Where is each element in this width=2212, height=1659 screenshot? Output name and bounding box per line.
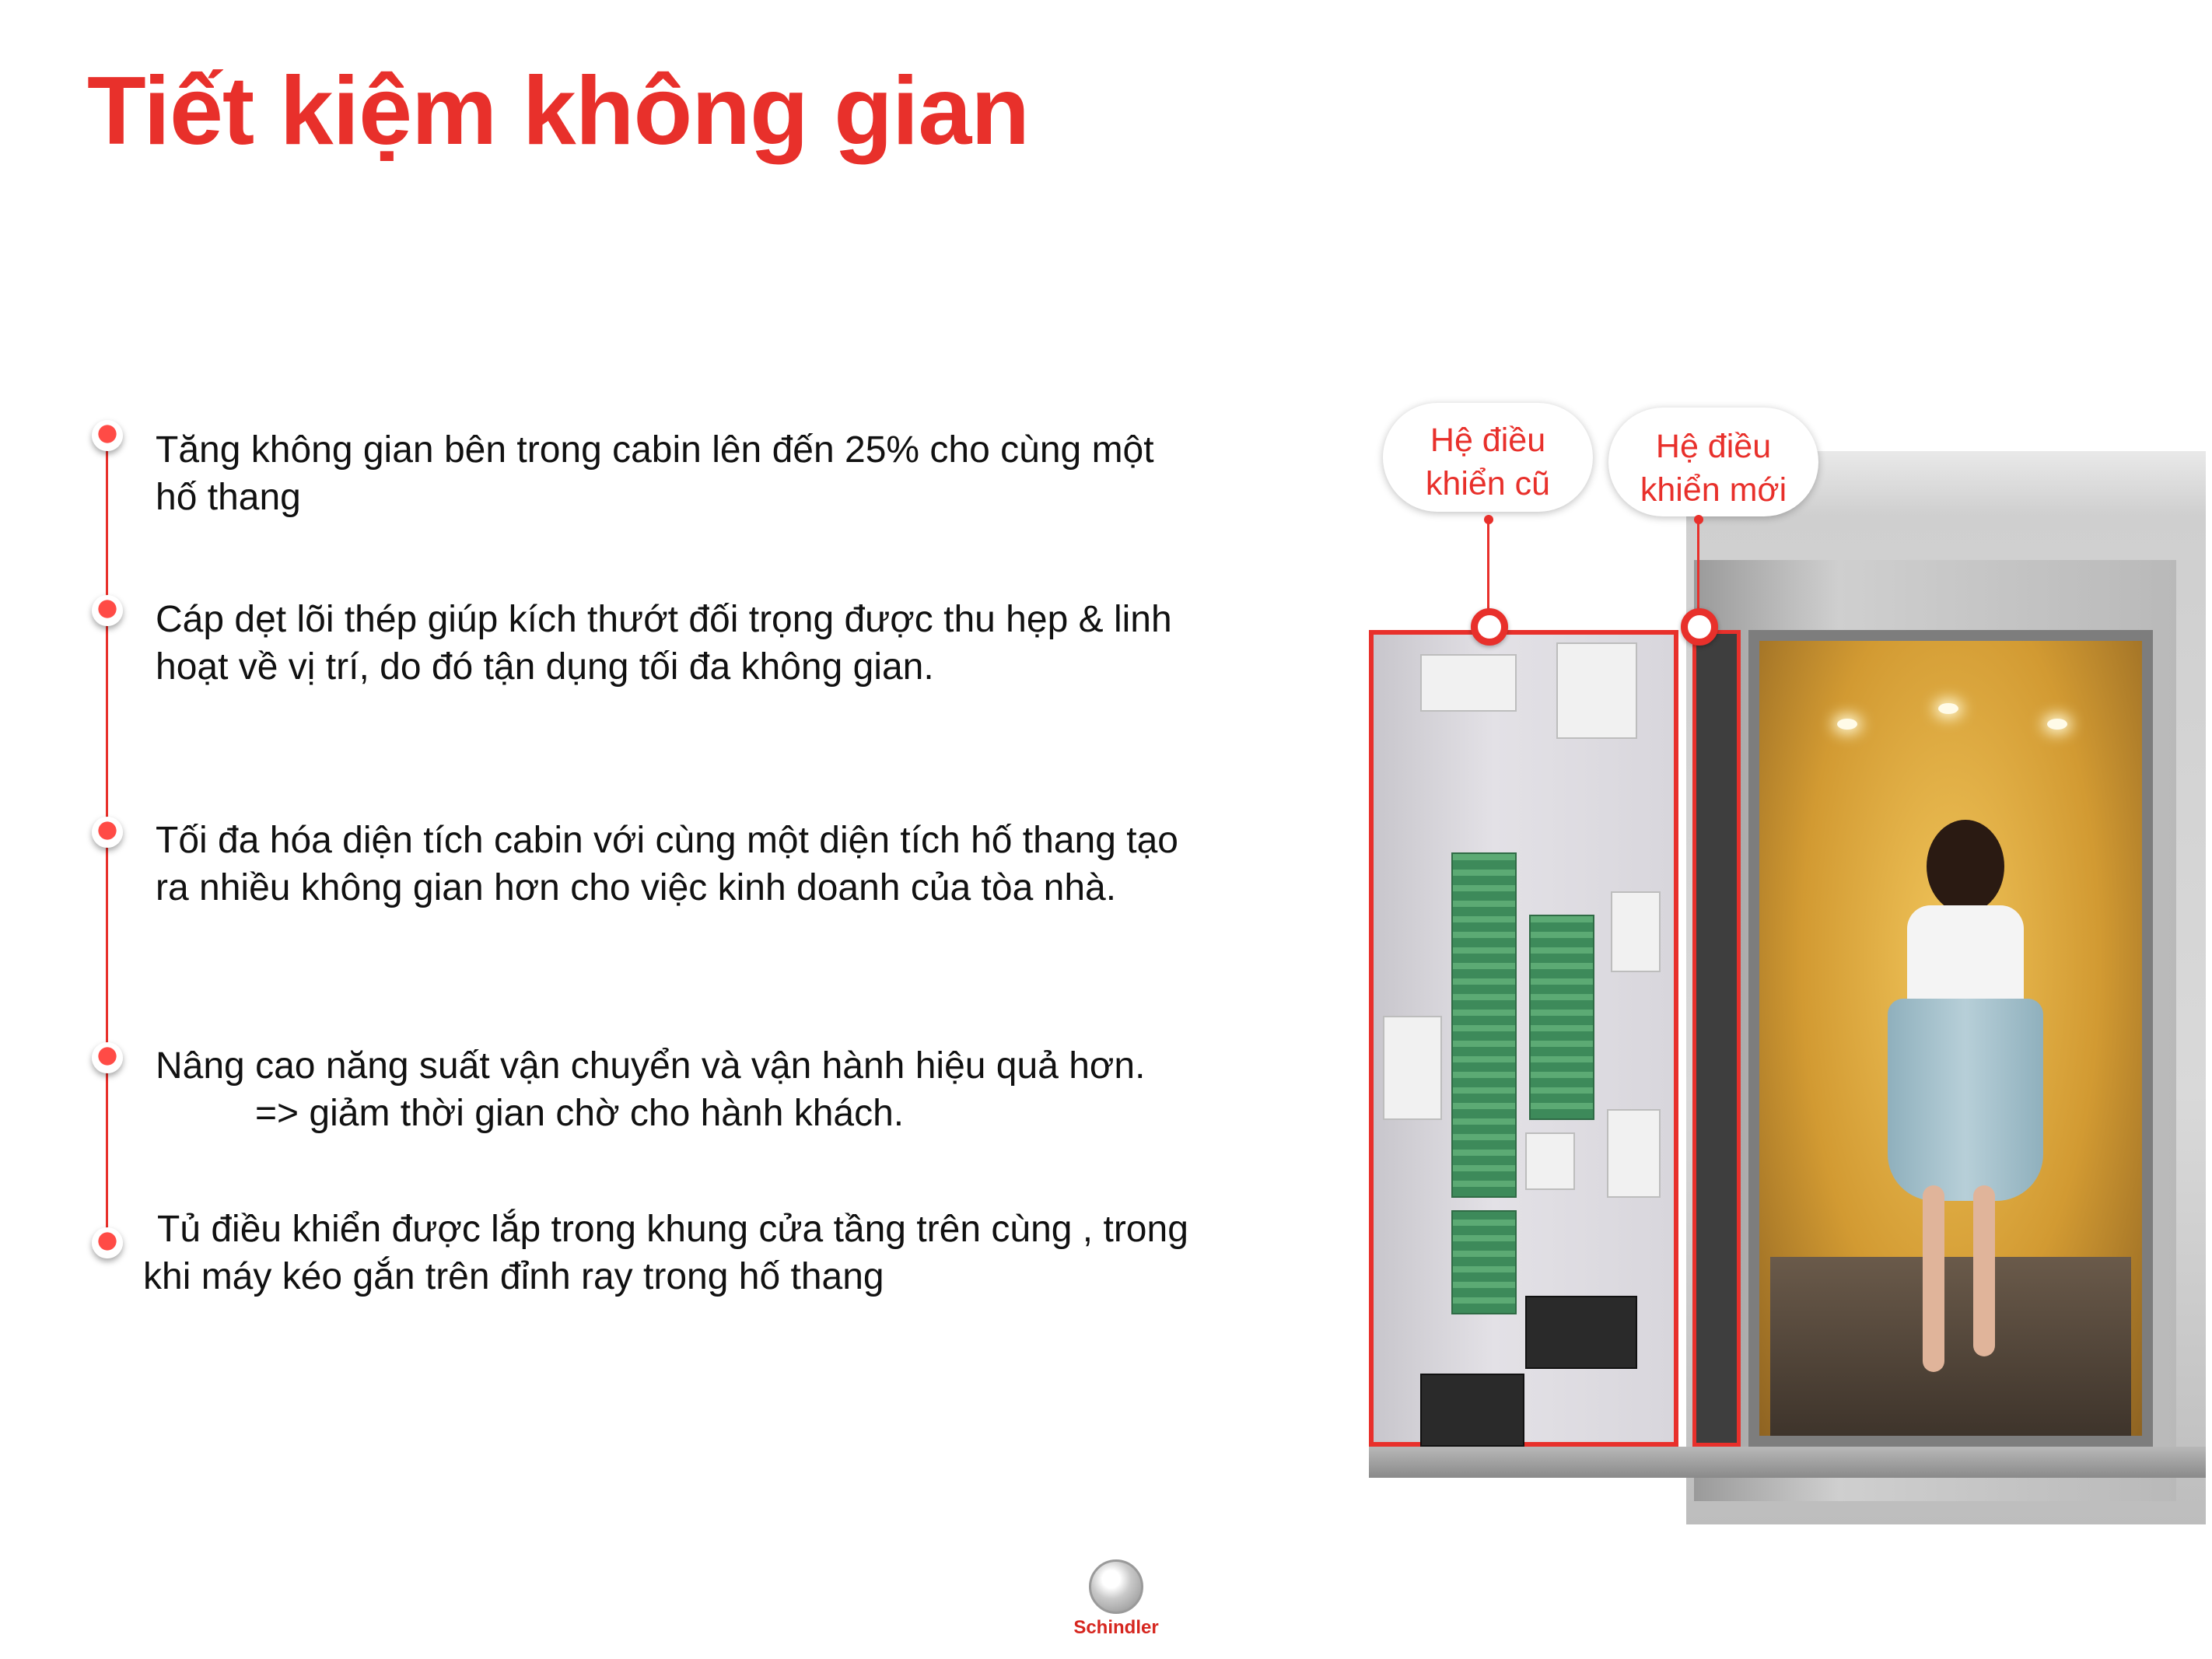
bullet-dot-4 (92, 1042, 123, 1073)
circuit-board (1529, 915, 1594, 1120)
callout-new-line1: Hệ điều (1655, 428, 1772, 465)
bullet-dot-2 (92, 595, 123, 626)
slide-title: Tiết kiệm không gian (87, 58, 1030, 165)
battery (1525, 1296, 1637, 1369)
bullet-4 (156, 1042, 1145, 1137)
callout-old-line2: khiển cũ (1425, 465, 1551, 502)
bullet-2-line2: hoạt về vị trí, do đó tận dụng tối đa không gian. (156, 646, 934, 688)
callout-old-controller (1383, 403, 1593, 512)
bullet-dot-5 (92, 1227, 123, 1258)
ceiling-light (1837, 719, 1857, 730)
callout-new-marker (1681, 608, 1718, 646)
circuit-board (1451, 852, 1517, 1198)
brand-name: Schindler (1073, 1617, 1159, 1638)
bullet-3-line2: ra nhiều không gian hơn cho việc kinh doanh của tòa nhà. (156, 867, 1117, 908)
bullet-3 (156, 817, 1178, 912)
bullet-2 (156, 596, 1172, 691)
cabinet-module (1420, 654, 1517, 712)
passenger-skirt (1888, 999, 2043, 1201)
schindler-logo (1062, 1559, 1171, 1639)
passenger-shirt (1907, 905, 2024, 1006)
bullet-4-line1: Nâng cao năng suất vận chuyển và vận hành hiệu quả hơn. (156, 1045, 1146, 1087)
callout-new-controller (1608, 408, 1818, 516)
bullet-2-line1: Cáp dẹt lõi thép giúp kích thướt đối trọng được thu hẹp & linh (156, 599, 1172, 640)
passenger-head (1927, 820, 2004, 913)
schindler-emblem-icon (1089, 1559, 1143, 1614)
landing-floor (1369, 1447, 2206, 1478)
cabinet-module (1607, 1109, 1661, 1198)
bullet-dot-1 (92, 420, 123, 451)
ceiling-light (1938, 703, 1958, 714)
circuit-board (1451, 1210, 1517, 1314)
elevator-illustration (1369, 397, 2206, 1532)
inverter-panel (1383, 1016, 1442, 1120)
bullet-1-line1: Tăng không gian bên trong cabin lên đến 25% cho cùng một (156, 429, 1154, 471)
battery (1420, 1374, 1524, 1447)
bullet-5 (143, 1206, 1188, 1300)
cabin-floor (1770, 1257, 2131, 1436)
elevator-cabin (1748, 630, 2153, 1447)
bullet-3-line1: Tối đa hóa diện tích cabin với cùng một diện tích hố thang tạo (156, 820, 1178, 861)
callout-old-line (1487, 521, 1489, 618)
bullet-5-line2: khi máy kéo gắn trên đỉnh ray trong hố thang (143, 1256, 884, 1297)
passenger-leg (1923, 1185, 1944, 1372)
bullet-4-line2: => giảm thời gian chờ cho hành khách. (255, 1093, 905, 1134)
old-control-cabinet (1369, 630, 1678, 1447)
new-control-cabinet (1692, 630, 1741, 1447)
bullet-1-line2: hố thang (156, 477, 301, 518)
bullet-dot-3 (92, 817, 123, 848)
bullet-1 (156, 426, 1154, 521)
bullet-5-line1: Tủ điều khiển được lắp trong khung cửa tầng trên cùng , trong (157, 1209, 1188, 1250)
cabinet-module (1611, 891, 1661, 972)
cabinet-module (1525, 1132, 1575, 1190)
callout-new-line (1697, 521, 1699, 618)
callout-old-marker (1471, 608, 1508, 646)
ceiling-light (2047, 719, 2067, 730)
cabinet-module (1556, 642, 1637, 739)
callout-new-line2: khiển mới (1640, 471, 1787, 509)
callout-old-line1: Hệ điều (1430, 422, 1546, 459)
passenger-leg (1973, 1185, 1995, 1356)
